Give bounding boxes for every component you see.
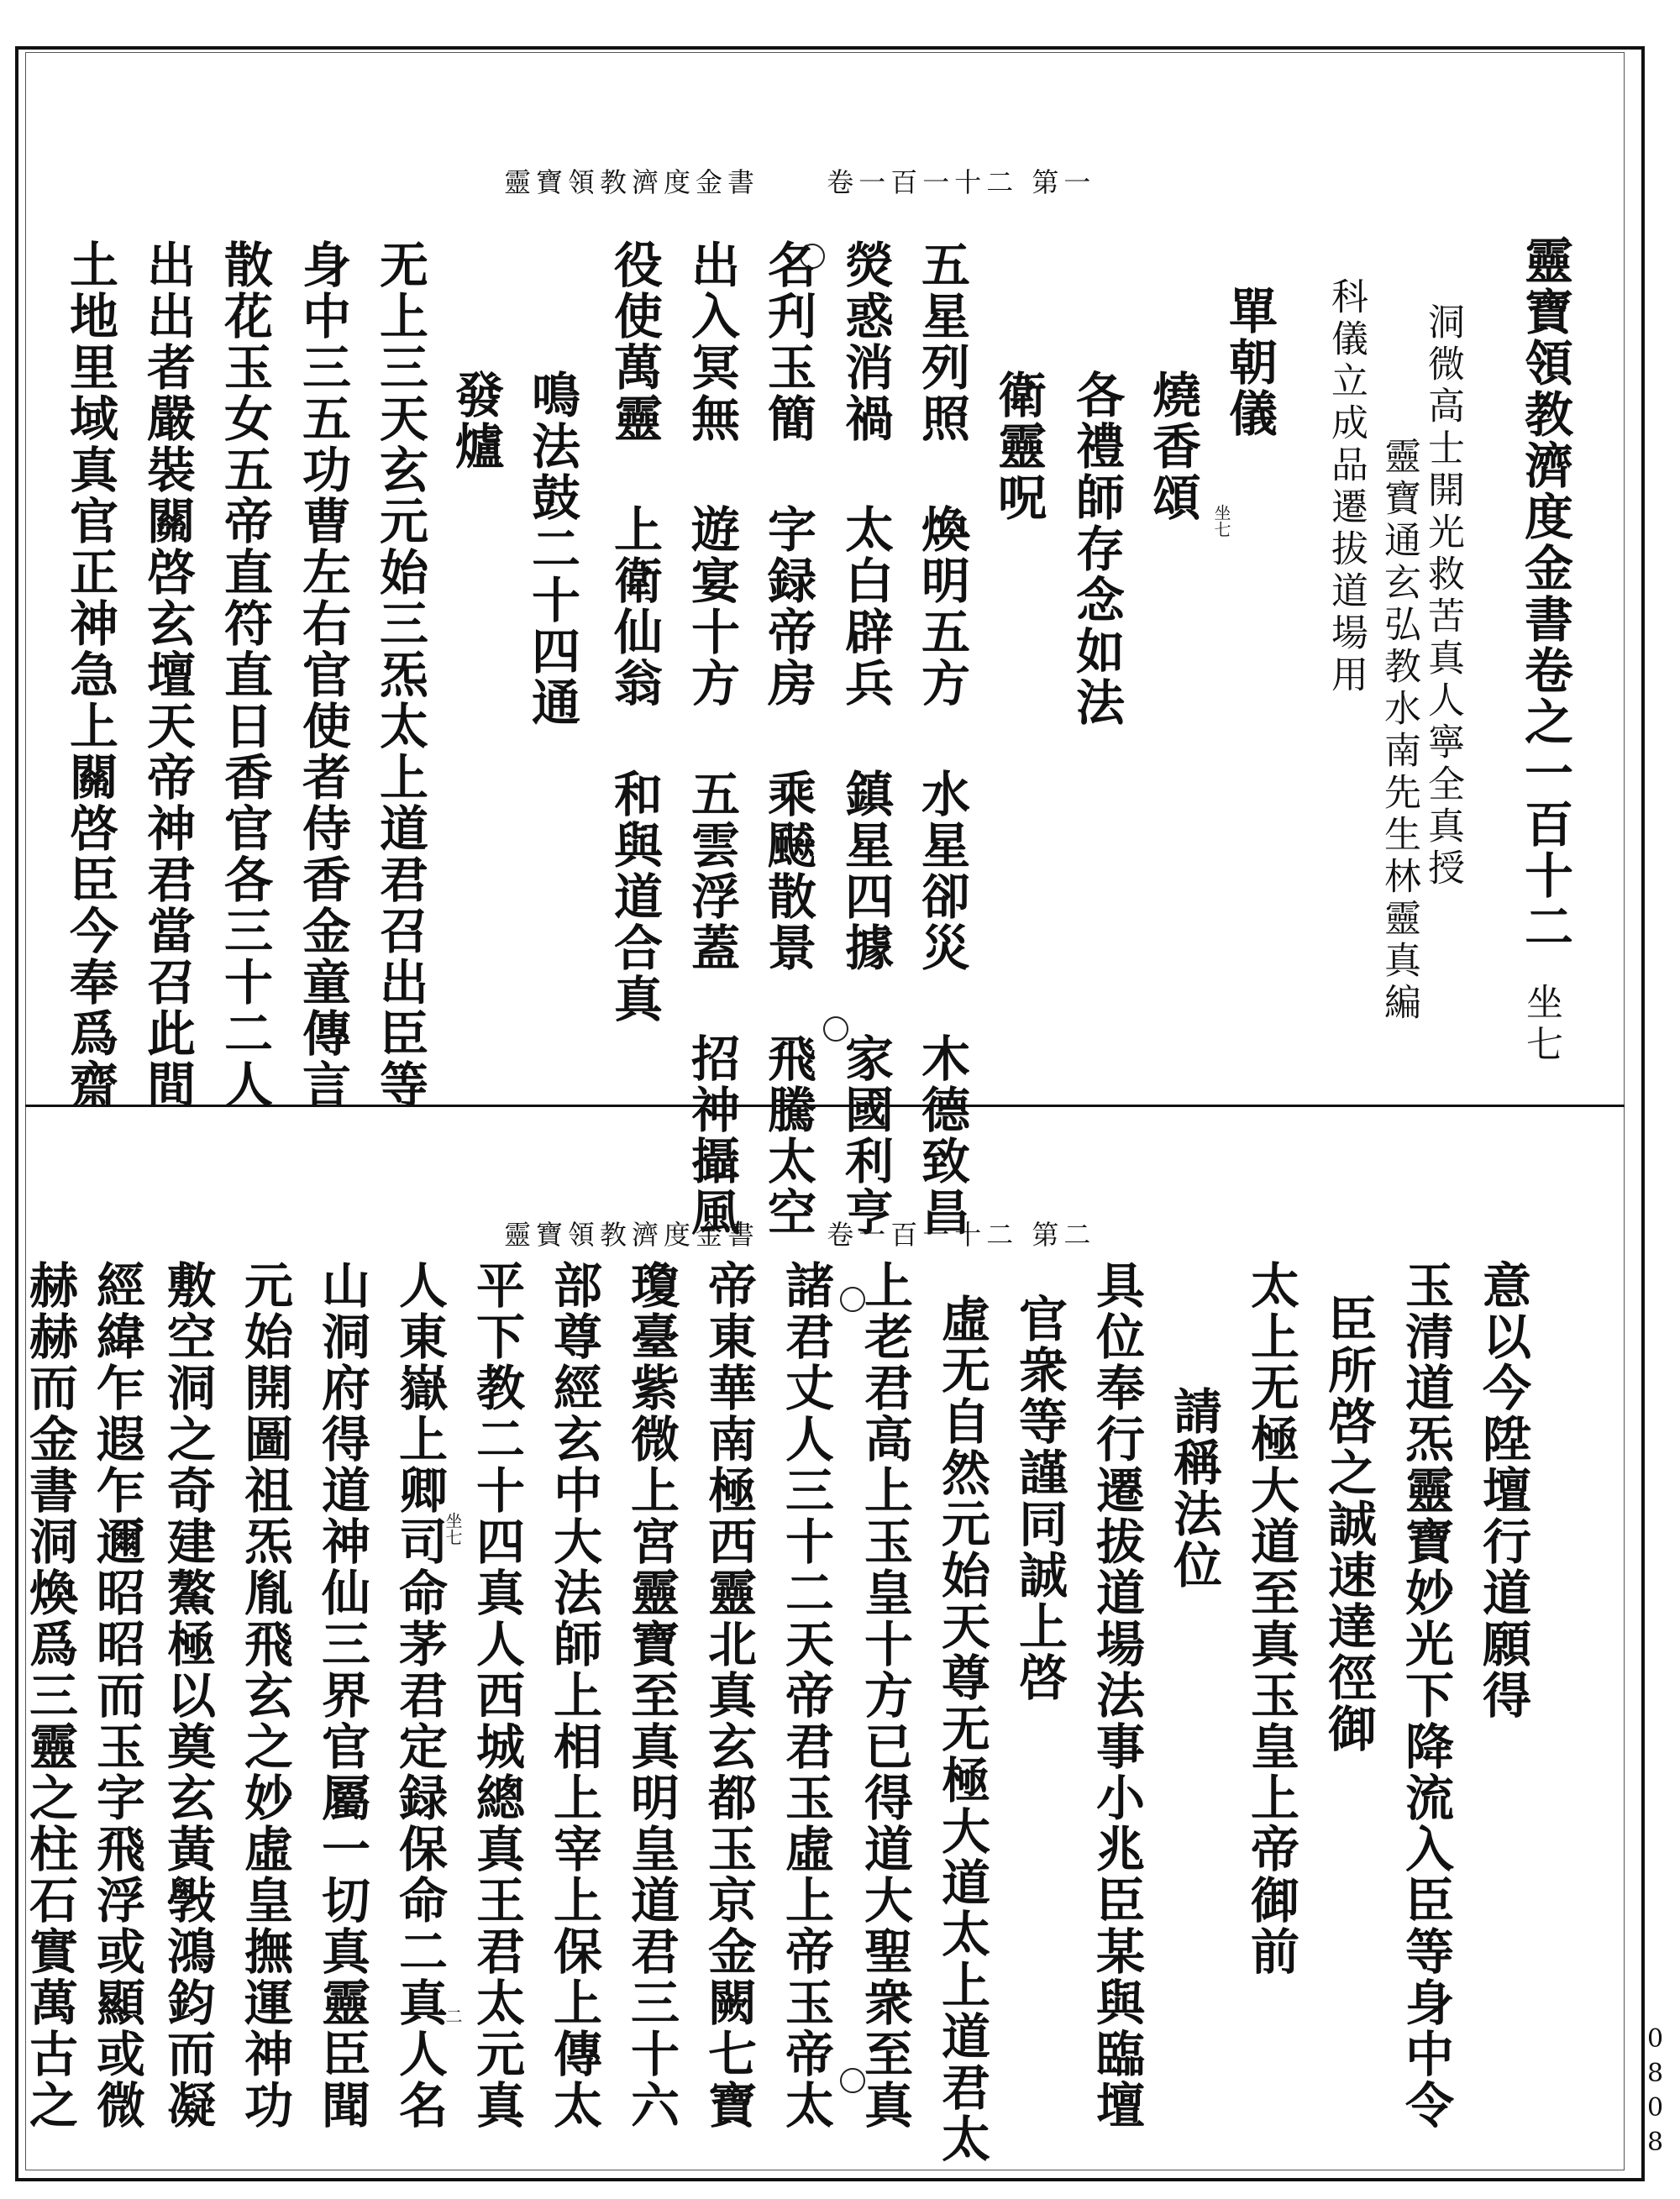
bottom-col-6: 具位奉行遷拔道場法事小兆臣某與臨壇 bbox=[1088, 1260, 1145, 2131]
bottom-col-20: 赫赫而金書洞煥爲三靈之柱石實萬古之 bbox=[21, 1260, 78, 2131]
bottom-note-b: 二 bbox=[443, 2007, 463, 2024]
top-col-5: 單朝儀 bbox=[1221, 286, 1278, 439]
bottom-col-1: 意以今陞壇行道願得 bbox=[1474, 1260, 1531, 1721]
top-col-7: 各禮師存念如法 bbox=[1068, 370, 1125, 728]
top-col-6: 燒香頌 bbox=[1144, 370, 1201, 523]
bottom-col-12: 瓊臺紫微上宮靈寶至真明皇道君三十六 bbox=[622, 1260, 680, 2131]
bottom-col-11: 帝東華南極西靈北真玄都玉京金闕七寶 bbox=[700, 1260, 757, 2131]
bottom-circle-mark-2 bbox=[840, 2068, 865, 2093]
top-col-14: 鳴法鼓二十四通 bbox=[523, 370, 580, 728]
bottom-col-2: 玉清道炁靈寶妙光下降流入臣等身中令 bbox=[1397, 1260, 1454, 2131]
bottom-col-18: 敷空洞之奇建鰲極以奠玄黃斅鴻鈞而凝 bbox=[159, 1260, 216, 2131]
top-col-12: 出入冥無 遊宴十方 五雲浮蓋 招神攝風 bbox=[683, 239, 740, 1238]
bottom-header-title: 靈寶領教濟度金書 bbox=[504, 1219, 760, 1251]
bottom-col-14: 平下教二十四真人西城總真王君太元真 bbox=[468, 1260, 525, 2131]
top-col-11: 名刋玉簡 字録帝房 乘飇散景 飛騰太空 bbox=[759, 239, 816, 1238]
top-col-3: 靈寶通玄弘教水南先生林靈真編 bbox=[1378, 437, 1420, 1025]
top-header-title: 靈寶領教濟度金書 bbox=[504, 166, 760, 198]
bottom-col-7: 官衆等謹同誠上啓 bbox=[1011, 1294, 1068, 1703]
top-col-17: 身中三五功曹左右官使者侍香金童傳言 bbox=[294, 239, 351, 1110]
bottom-col-16: 山洞府得道神仙三界官屬一切真靈臣聞 bbox=[313, 1260, 370, 2131]
top-note-a: 坐七 bbox=[1211, 504, 1231, 538]
bottom-col-17: 元始開圖祖炁胤飛玄之妙虛皇撫運神功 bbox=[236, 1260, 293, 2131]
top-col-9: 五星列照 煥明五方 水星卻災 木德致昌 bbox=[913, 239, 970, 1238]
bottom-col-13: 部尊經玄中大法師上相上宰上保上傳太 bbox=[545, 1260, 602, 2131]
page-number: 0808 bbox=[1641, 2024, 1670, 2162]
top-col-10: 熒惑消禍 太白辟兵 鎮星四據 家國利亨 bbox=[837, 239, 894, 1238]
bottom-header-page: 卷一百一十二 第二 bbox=[827, 1219, 1096, 1251]
top-col-8: 衛靈呪 bbox=[990, 370, 1047, 523]
top-col-4: 科儀立成品遷拔道場用 bbox=[1325, 277, 1368, 697]
bottom-col-4: 太上无極大道至真玉皇上帝御前 bbox=[1242, 1260, 1299, 1977]
bottom-note-a: 坐七 bbox=[443, 1512, 463, 1546]
top-col-2: 洞微高士開光救苦真人寧全真授 bbox=[1421, 302, 1464, 890]
bottom-running-header bbox=[504, 1214, 1095, 1252]
bottom-col-3: 臣所啓之誠速達徑御 bbox=[1320, 1294, 1377, 1755]
top-col-20: 土地里域真官正神急上關啓臣今奉爲齋 bbox=[61, 239, 118, 1110]
top-col-16: 无上三天玄元始三炁太上道君召出臣等 bbox=[371, 239, 428, 1110]
top-col-19: 出出者嚴裝關啓玄壇天帝神君當召此間 bbox=[139, 239, 196, 1110]
top-header-page: 卷一百一十二 第一 bbox=[827, 166, 1096, 198]
top-col-1: 靈寶領教濟度金書卷之一百十二 bbox=[1516, 235, 1573, 953]
bottom-col-10: 諸君丈人三十二天帝君玉虛上帝玉帝太 bbox=[777, 1260, 834, 2131]
top-col-18: 散花玉女五帝直符直日香官各三十二人 bbox=[216, 239, 273, 1110]
top-col-1-mark: 坐七 bbox=[1520, 983, 1562, 1067]
top-col-13: 役使萬靈 上衛仙翁 和與道合真 bbox=[606, 239, 663, 1025]
bottom-circle-mark-1 bbox=[840, 1287, 865, 1312]
bottom-col-19: 經緯乍遐乍邇昭昭而玉字飛浮或顯或微 bbox=[88, 1260, 145, 2131]
bottom-col-9: 上老君高上玉皇十方已得道大聖衆至真 bbox=[856, 1260, 913, 2131]
top-col-15: 發爐 bbox=[447, 370, 504, 472]
bottom-col-8: 虛无自然元始天尊无極大道太上道君太 bbox=[933, 1294, 990, 2165]
bottom-col-5: 請稱法位 bbox=[1165, 1386, 1222, 1591]
bottom-col-15: 人東嶽上卿司命茅君定録保命二真人名 bbox=[391, 1260, 448, 2131]
top-running-header bbox=[504, 161, 1095, 200]
